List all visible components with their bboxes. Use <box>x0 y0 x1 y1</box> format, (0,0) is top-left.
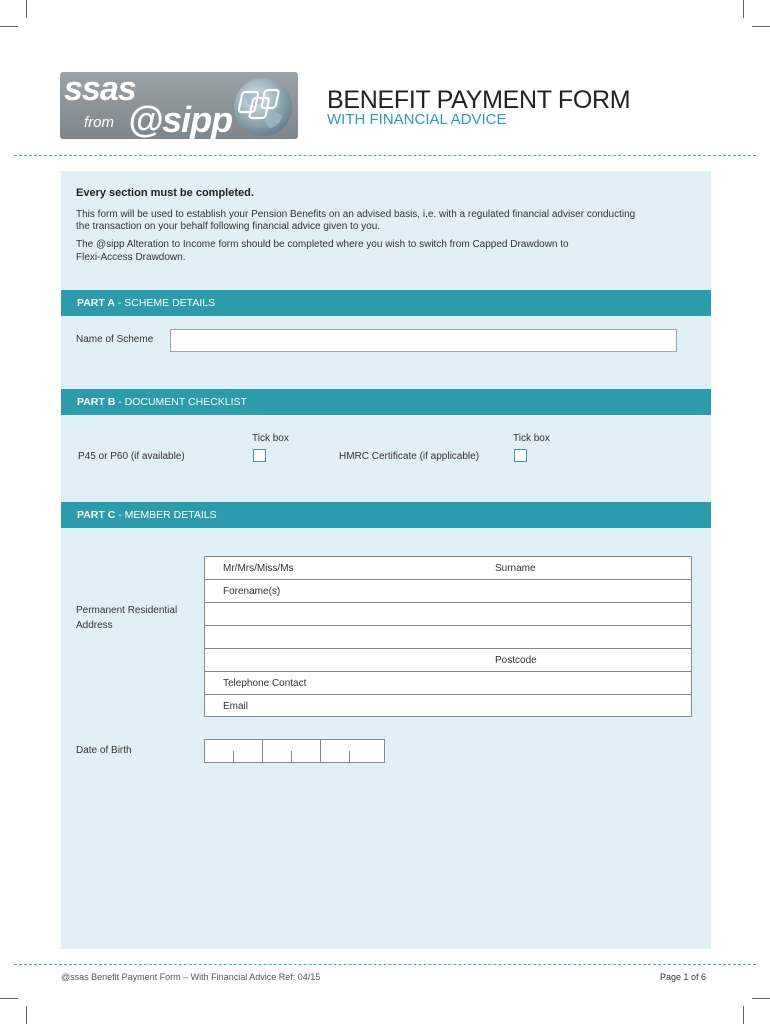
p45-p60-checkbox[interactable] <box>253 449 266 462</box>
dob-month-segment[interactable] <box>263 740 321 762</box>
intro-paragraph-1-line-2: the transaction on your behalf following financial advice given to you. <box>76 221 381 232</box>
part-a-header <box>61 290 711 316</box>
top-divider <box>14 155 756 156</box>
part-a-title: - SCHEME DETAILS <box>114 297 216 309</box>
dob-divider <box>291 751 292 762</box>
address-line-2-row[interactable] <box>205 626 691 649</box>
dob-divider <box>233 751 234 762</box>
tick-box-label-1: Tick box <box>252 433 289 444</box>
address-label-line-1: Permanent Residential <box>76 605 178 616</box>
crop-mark <box>752 26 770 27</box>
part-b-header <box>61 389 711 415</box>
email-row[interactable] <box>205 695 691 718</box>
dob-input[interactable] <box>204 739 385 763</box>
globe-icon <box>232 76 294 138</box>
telephone-row[interactable] <box>205 672 691 695</box>
page-number: Page 1 of 6 <box>660 972 707 982</box>
forenames-label: Forename(s) <box>223 586 281 597</box>
part-c-label: PART C <box>77 509 116 521</box>
form-title: BENEFIT PAYMENT FORM <box>327 86 631 114</box>
intro-heading: Every section must be completed. <box>76 187 254 199</box>
crop-mark <box>0 26 18 27</box>
dob-label: Date of Birth <box>76 745 132 756</box>
ssas-sipp-logo <box>60 72 298 139</box>
part-c-title: - MEMBER DETAILS <box>115 509 217 521</box>
surname-label: Surname <box>495 563 536 574</box>
intro-paragraph-1-line-1: This form will be used to establish your Pension Benefits on an advised basis, i.e. with a regulated financial adviser conducting <box>76 209 636 220</box>
crop-mark <box>26 1006 27 1024</box>
part-b-title: - DOCUMENT CHECKLIST <box>115 396 247 408</box>
part-a-label: PART A <box>77 297 115 309</box>
logo-from-text: from <box>84 114 114 131</box>
logo-sipp-text: @sipp <box>128 99 233 139</box>
title-field-label: Mr/Mrs/Miss/Ms <box>223 563 294 574</box>
crop-mark <box>752 998 770 999</box>
address-label-line-2: Address <box>76 620 113 631</box>
crop-mark <box>26 0 27 18</box>
postcode-label: Postcode <box>495 655 537 666</box>
dob-year-segment[interactable] <box>321 740 384 762</box>
p45-p60-label: P45 or P60 (if available) <box>78 451 185 462</box>
email-label: Email <box>223 701 249 712</box>
postcode-row[interactable] <box>205 649 691 672</box>
forenames-row[interactable] <box>205 580 691 603</box>
intro-paragraph-2-line-2: Flexi-Access Drawdown. <box>76 252 186 263</box>
dob-divider <box>349 751 350 762</box>
crop-mark <box>743 0 744 18</box>
part-b-label: PART B <box>77 396 116 408</box>
dob-day-segment[interactable] <box>205 740 263 762</box>
hmrc-certificate-label: HMRC Certificate (if applicable) <box>339 451 480 462</box>
hmrc-certificate-checkbox[interactable] <box>514 449 527 462</box>
scheme-name-label: Name of Scheme <box>76 334 154 345</box>
crop-mark <box>0 998 18 999</box>
logo-ssas-text: ssas <box>64 72 136 108</box>
intro-paragraph-2-line-1: The @sipp Alteration to Income form should be completed where you wish to switch from Capped Drawdown to <box>76 239 569 250</box>
address-line-1-row[interactable] <box>205 603 691 626</box>
title-surname-row[interactable] <box>205 557 691 580</box>
scheme-name-input[interactable] <box>170 329 677 352</box>
part-c-header <box>61 502 711 528</box>
form-subtitle: WITH FINANCIAL ADVICE <box>327 111 507 128</box>
telephone-label: Telephone Contact <box>223 678 307 689</box>
crop-mark <box>743 1006 744 1024</box>
member-details-table <box>204 556 692 717</box>
tick-box-label-2: Tick box <box>513 433 550 444</box>
footer-reference: @ssas Benefit Payment Form – With Financial Advice Ref: 04/15 <box>61 972 321 982</box>
bottom-divider <box>14 964 756 965</box>
